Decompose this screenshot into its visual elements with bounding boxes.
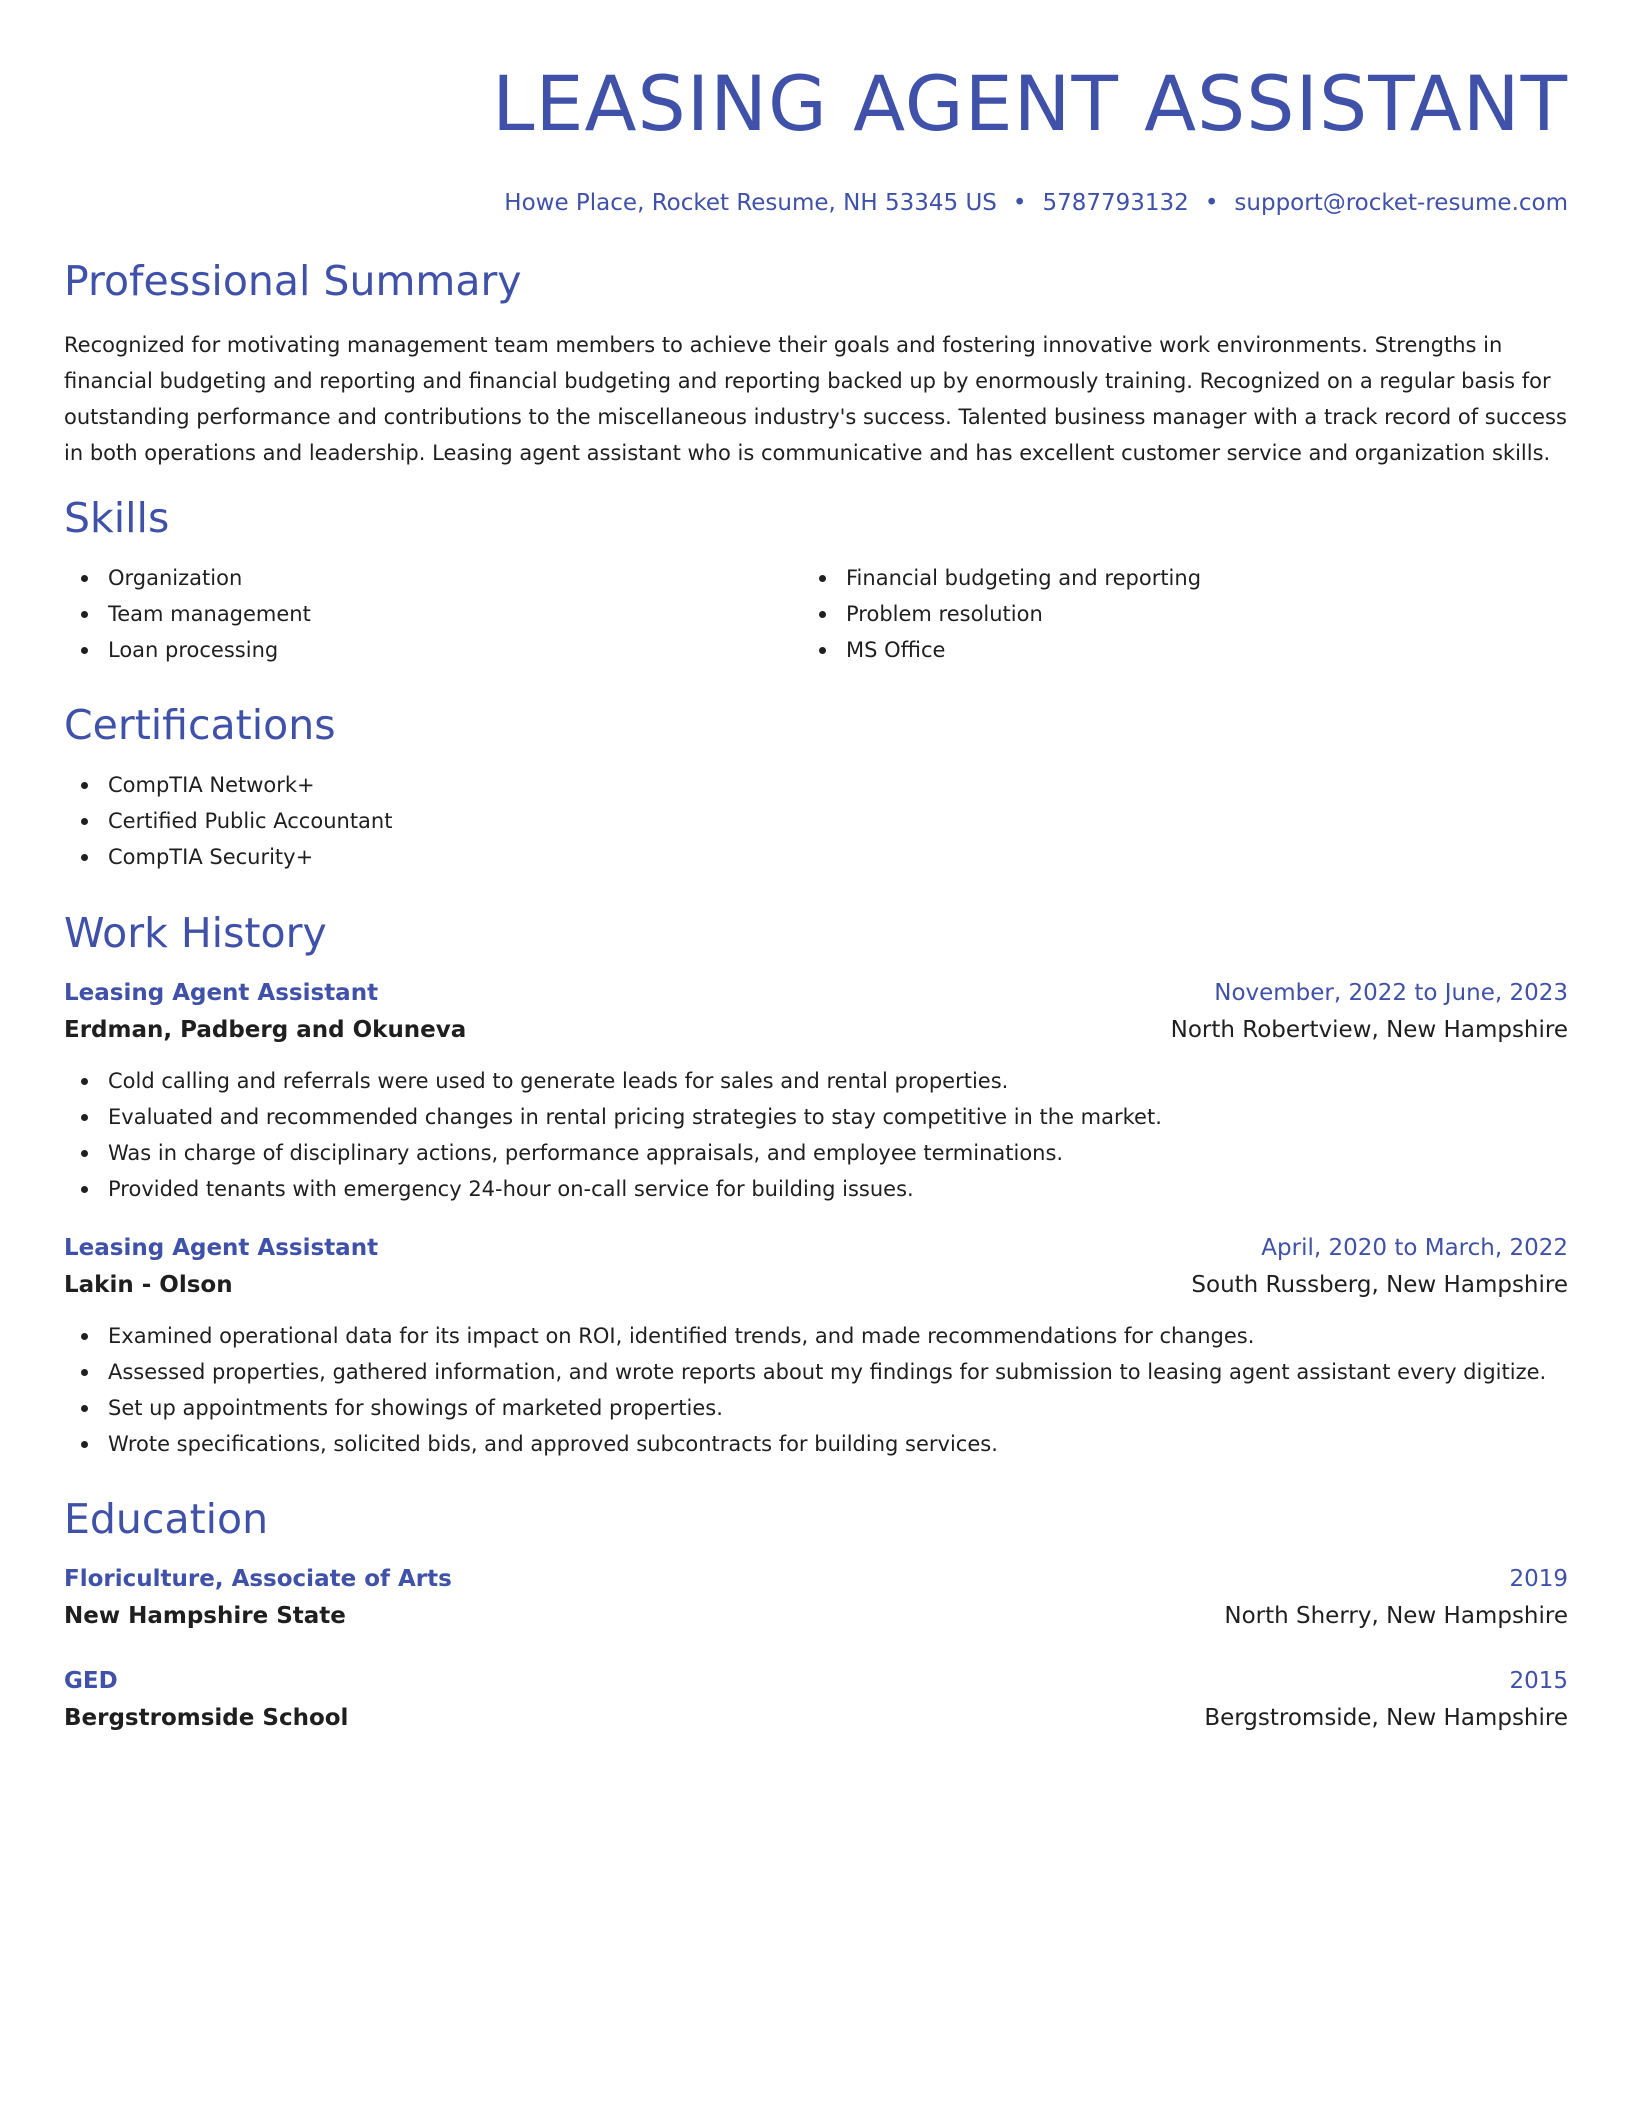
job-duty: Wrote specifications, solicited bids, and approved subcontracts for building services. [64, 1426, 1568, 1462]
education-degree-row [64, 1664, 1568, 1698]
education-heading: Education [64, 1495, 269, 1543]
education-school: Bergstromside School [64, 1705, 349, 1731]
contact-address: Howe Place, Rocket Resume, NH 53345 US [504, 190, 997, 216]
job-duty: Provided tenants with emergency 24-hour on-call service for building issues. [64, 1171, 1568, 1207]
skill-item: MS Office [802, 632, 1568, 668]
job-company-row [64, 1010, 1568, 1050]
education-degree: Floriculture, Associate of Arts [64, 1566, 452, 1592]
job-duty: Assessed properties, gathered information, and wrote reports about my findings for submission to leasing agent assistant every digitize. [64, 1354, 1568, 1390]
resume-header [64, 56, 1568, 218]
skill-item: Team management [64, 596, 802, 632]
education-year: 2015 [1509, 1668, 1568, 1694]
contact-separator: • [1204, 190, 1219, 216]
skill-item: Problem resolution [802, 596, 1568, 632]
certification-item: CompTIA Network+ [64, 767, 1568, 803]
education-year: 2019 [1509, 1566, 1568, 1592]
job-location: North Robertview, New Hampshire [1170, 1017, 1568, 1043]
certification-item: CompTIA Security+ [64, 839, 1568, 875]
skill-item: Financial budgeting and reporting [802, 560, 1568, 596]
job-company: Lakin - Olson [64, 1272, 233, 1298]
job-entry [64, 976, 1568, 1207]
job-role: Leasing Agent Assistant [64, 980, 379, 1006]
job-role: Leasing Agent Assistant [64, 1235, 379, 1261]
education-school-row [64, 1698, 1568, 1738]
skills-heading: Skills [64, 494, 170, 542]
skill-item: Organization [64, 560, 802, 596]
candidate-title: LEASING AGENT ASSISTANT [492, 59, 1568, 148]
job-entry [64, 1231, 1568, 1462]
education-location: Bergstromside, New Hampshire [1204, 1705, 1568, 1731]
education-entry [64, 1664, 1568, 1738]
contact-email: support@rocket-resume.com [1234, 190, 1568, 216]
skill-item: Loan processing [64, 632, 802, 668]
skills-list-left [64, 560, 802, 668]
certification-item: Certified Public Accountant [64, 803, 1568, 839]
summary-text: Recognized for motivating management team members to achieve their goals and fostering innovative work environments. Strengths in financial budgeting and reporting and financial budgeting and reporting backed up by enormously training. Recognized on a regular basis for outstanding performance and contributions to the miscellaneous industry's success. Talented business manager with a track record of success in both operations and leadership. Leasing agent assistant who is communicative and has excellent customer service and organization skills. [64, 333, 1567, 465]
work-history-heading: Work History [64, 909, 327, 957]
job-duties-list [64, 1318, 1568, 1462]
education-location: North Sherry, New Hampshire [1224, 1603, 1568, 1629]
job-company: Erdman, Padberg and Okuneva [64, 1017, 467, 1043]
education-school-row [64, 1596, 1568, 1636]
education-degree: GED [64, 1668, 118, 1694]
education-section [64, 1494, 1568, 1738]
certifications-heading: Certifications [64, 701, 336, 749]
education-degree-row [64, 1562, 1568, 1596]
job-company-row [64, 1265, 1568, 1305]
summary-heading: Professional Summary [64, 257, 522, 305]
job-duties-list [64, 1063, 1568, 1207]
job-dates: April, 2020 to March, 2022 [1261, 1235, 1568, 1261]
work-history-section [64, 908, 1568, 1462]
job-title-row [64, 1231, 1568, 1265]
education-entry [64, 1562, 1568, 1636]
job-title-row [64, 976, 1568, 1010]
job-duty: Set up appointments for showings of marketed properties. [64, 1390, 1568, 1426]
job-location: South Russberg, New Hampshire [1191, 1272, 1568, 1298]
job-dates: November, 2022 to June, 2023 [1214, 980, 1568, 1006]
skills-grid [64, 560, 1568, 668]
summary-section [64, 256, 1568, 471]
contact-phone: 5787793132 [1042, 190, 1189, 216]
contact-separator: • [1012, 190, 1027, 216]
job-duty: Examined operational data for its impact on ROI, identified trends, and made recommendations for changes. [64, 1318, 1568, 1354]
education-school: New Hampshire State [64, 1603, 346, 1629]
contact-line [64, 188, 1568, 218]
job-duty: Cold calling and referrals were used to generate leads for sales and rental properties. [64, 1063, 1568, 1099]
certifications-section [64, 700, 1568, 875]
skills-list-right [802, 560, 1568, 668]
certifications-list [64, 767, 1568, 875]
skills-section [64, 493, 1568, 668]
job-duty: Was in charge of disciplinary actions, performance appraisals, and employee terminations. [64, 1135, 1568, 1171]
job-duty: Evaluated and recommended changes in rental pricing strategies to stay competitive in the market. [64, 1099, 1568, 1135]
